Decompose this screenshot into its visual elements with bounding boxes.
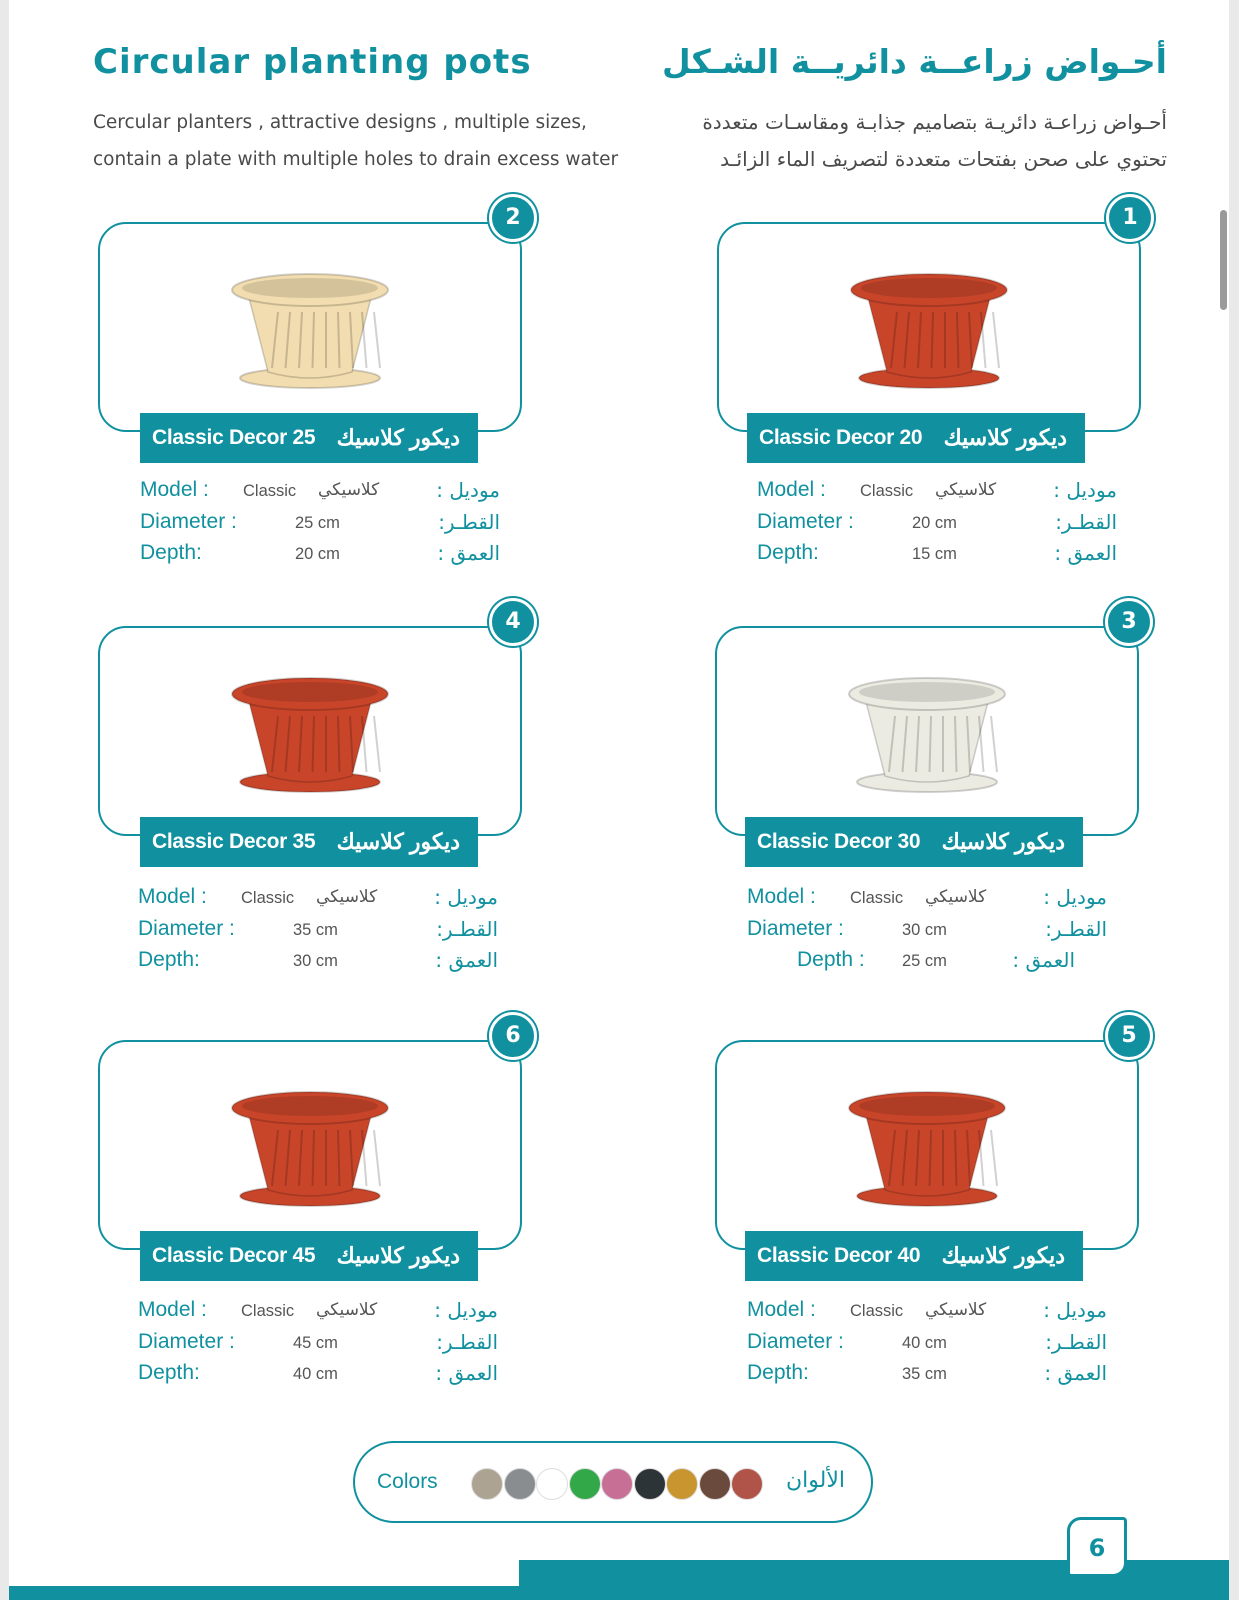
model-label-ar: موديل : (1053, 478, 1117, 502)
depth-value: 40 cm (293, 1365, 338, 1383)
description-en-line2: contain a plate with multiple holes to drain excess water (93, 149, 619, 170)
depth-label-en: Depth: (757, 541, 819, 564)
diameter-value: 30 cm (902, 921, 947, 939)
color-swatch (731, 1468, 763, 1500)
model-value-ar: كلاسيكي (925, 887, 987, 907)
diameter-label-en: Diameter : (747, 1330, 844, 1353)
product-name-banner (140, 817, 478, 867)
description-ar (702, 104, 1167, 178)
depth-value: 15 cm (912, 545, 957, 563)
diameter-value: 40 cm (902, 1334, 947, 1352)
diameter-value: 35 cm (293, 921, 338, 939)
product-specs (138, 1298, 498, 1398)
diameter-label-en: Diameter : (757, 510, 854, 533)
product-name-en: Classic Decor 35 (152, 830, 316, 853)
depth-label-ar: العمق : (435, 1361, 498, 1385)
product-name-banner (747, 413, 1085, 463)
diameter-label-ar: القطـر: (1045, 1330, 1107, 1354)
color-swatch (601, 1468, 633, 1500)
depth-value: 35 cm (902, 1365, 947, 1383)
product-name-banner (140, 413, 478, 463)
product-name-en: Classic Decor 20 (759, 426, 923, 449)
product-number-badge: 5 (1105, 1012, 1153, 1060)
model-label-en: Model : (747, 885, 816, 908)
pot-image (837, 1078, 1017, 1212)
page-number: 6 (1067, 1517, 1127, 1577)
color-swatch (569, 1468, 601, 1500)
catalog-page (9, 0, 1229, 1600)
product-number-badge: 2 (489, 194, 537, 242)
model-label-ar: موديل : (436, 478, 500, 502)
colors-label-en: Colors (377, 1470, 438, 1493)
model-value-en: Classic (241, 889, 295, 907)
description-ar-line1: أحـواض زراعـة دائريـة بتصاميم جذابـة ومقاسـات متعددة (702, 110, 1167, 134)
depth-label-en: Depth : (797, 948, 865, 971)
colors-panel (353, 1441, 873, 1523)
depth-label-ar: العمق : (1012, 948, 1075, 972)
model-value-en: Classic (243, 482, 297, 500)
depth-label-en: Depth: (138, 1361, 200, 1384)
description-en (93, 104, 653, 178)
model-value-en: Classic (860, 482, 914, 500)
depth-value: 20 cm (295, 545, 340, 563)
product-specs (138, 885, 498, 985)
model-value-ar: كلاسيكي (925, 1300, 987, 1320)
product-name-banner (745, 817, 1083, 867)
color-swatch (699, 1468, 731, 1500)
product-number-badge: 6 (489, 1012, 537, 1060)
product-name-en: Classic Decor 45 (152, 1244, 316, 1267)
diameter-value: 20 cm (912, 514, 957, 532)
color-swatch (536, 1468, 568, 1500)
pot-image (220, 664, 400, 798)
model-value-ar: كلاسيكي (935, 480, 997, 500)
product-name-en: Classic Decor 30 (757, 830, 921, 853)
scrollbar-thumb[interactable] (1220, 210, 1227, 310)
depth-label-en: Depth: (747, 1361, 809, 1384)
color-swatch (634, 1468, 666, 1500)
pot-image (220, 1078, 400, 1212)
diameter-label-ar: القطـر: (436, 1330, 498, 1354)
depth-label-en: Depth: (140, 541, 202, 564)
product-name-banner (745, 1231, 1083, 1281)
description-en-line1: Cercular planters , attractive designs , multiple sizes, (93, 112, 587, 133)
diameter-label-ar: القطـر: (1045, 917, 1107, 941)
model-label-en: Model : (138, 1298, 207, 1321)
description-ar-line2: تحتوي على صحن بفتحات متعددة لتصريف الماء الزائـد (720, 147, 1167, 171)
model-label-en: Model : (140, 478, 209, 501)
depth-label-ar: العمق : (437, 541, 500, 565)
depth-label-en: Depth: (138, 948, 200, 971)
model-label-ar: موديل : (1043, 1298, 1107, 1322)
model-value-en: Classic (850, 1302, 904, 1320)
model-value-ar: كلاسيكي (316, 887, 378, 907)
model-label-ar: موديل : (434, 1298, 498, 1322)
colors-label-ar: الألوان (786, 1468, 845, 1493)
depth-value: 30 cm (293, 952, 338, 970)
product-number-badge: 3 (1105, 598, 1153, 646)
diameter-label-en: Diameter : (140, 510, 237, 533)
product-name-ar: ديكور كلاسيك (943, 425, 1067, 450)
product-name-ar: ديكور كلاسيك (336, 829, 460, 854)
color-swatch (666, 1468, 698, 1500)
product-name-ar: ديكور كلاسيك (336, 425, 460, 450)
depth-label-ar: العمق : (1044, 1361, 1107, 1385)
diameter-label-ar: القطـر: (436, 917, 498, 941)
model-value-ar: كلاسيكي (318, 480, 380, 500)
product-specs (747, 885, 1107, 985)
color-swatch (471, 1468, 503, 1500)
depth-value: 25 cm (902, 952, 947, 970)
model-label-en: Model : (747, 1298, 816, 1321)
model-label-en: Model : (757, 478, 826, 501)
model-label-ar: موديل : (434, 885, 498, 909)
product-name-banner (140, 1231, 478, 1281)
model-value-en: Classic (850, 889, 904, 907)
product-number-badge: 4 (489, 598, 537, 646)
model-value-en: Classic (241, 1302, 295, 1320)
product-specs (757, 478, 1117, 578)
product-specs (140, 478, 500, 578)
pot-image (220, 260, 400, 394)
product-name-en: Classic Decor 40 (757, 1244, 921, 1267)
model-value-ar: كلاسيكي (316, 1300, 378, 1320)
depth-label-ar: العمق : (1054, 541, 1117, 565)
color-swatch (504, 1468, 536, 1500)
footer-bar (9, 1586, 1229, 1600)
product-number-badge: 1 (1106, 194, 1154, 242)
page-title-en: Circular planting pots (93, 42, 532, 82)
diameter-label-en: Diameter : (138, 917, 235, 940)
pot-image (837, 664, 1017, 798)
product-name-ar: ديكور كلاسيك (336, 1243, 460, 1268)
pot-image (839, 260, 1019, 394)
product-name-ar: ديكور كلاسيك (941, 1243, 1065, 1268)
diameter-label-ar: القطـر: (438, 510, 500, 534)
product-name-en: Classic Decor 25 (152, 426, 316, 449)
color-swatches (471, 1468, 764, 1500)
product-name-ar: ديكور كلاسيك (941, 829, 1065, 854)
page-title-ar: أحـواض زراعــة دائريــة الشـكل (662, 42, 1167, 81)
diameter-value: 45 cm (293, 1334, 338, 1352)
model-label-en: Model : (138, 885, 207, 908)
product-specs (747, 1298, 1107, 1398)
diameter-label-en: Diameter : (747, 917, 844, 940)
diameter-label-en: Diameter : (138, 1330, 235, 1353)
diameter-label-ar: القطـر: (1055, 510, 1117, 534)
model-label-ar: موديل : (1043, 885, 1107, 909)
depth-label-ar: العمق : (435, 948, 498, 972)
diameter-value: 25 cm (295, 514, 340, 532)
